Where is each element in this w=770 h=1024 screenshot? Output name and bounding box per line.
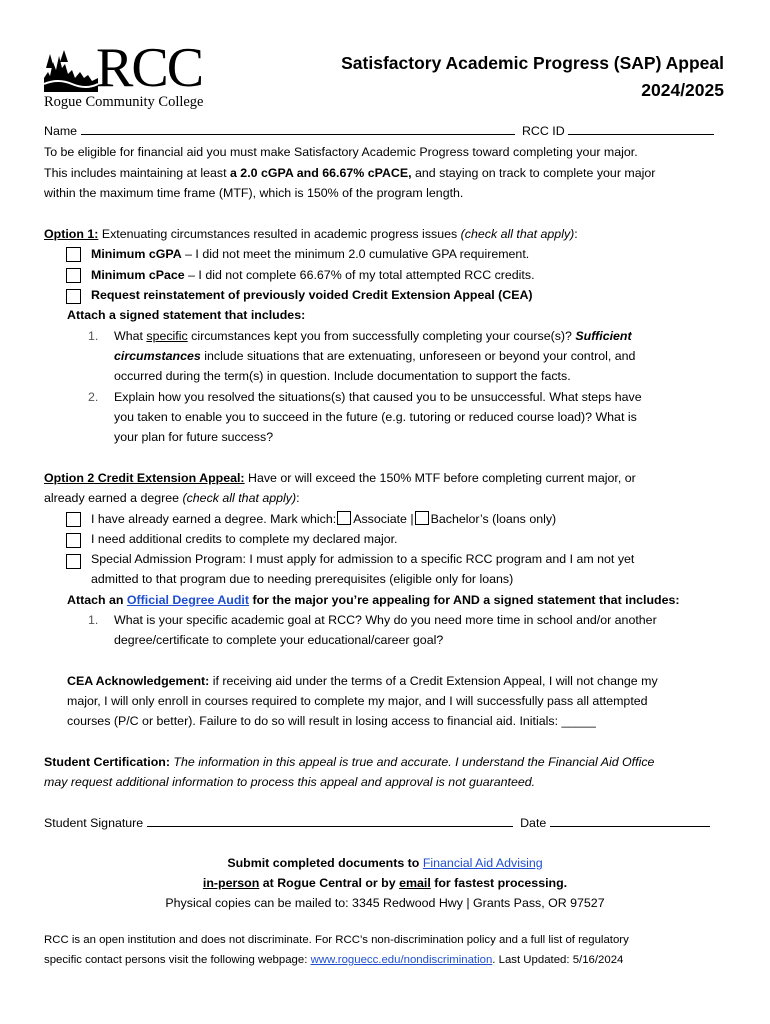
checkbox-earned-degree[interactable] [66, 512, 81, 527]
financial-aid-advising-link[interactable]: Financial Aid Advising [422, 856, 543, 870]
email-link[interactable]: email [399, 876, 431, 890]
signature-field[interactable] [147, 813, 513, 827]
name-label: Name [44, 124, 78, 138]
signature-row [44, 813, 710, 833]
option2-heading-line2: already earned a degree (check all that apply): [44, 491, 300, 505]
checkbox-associate[interactable] [337, 511, 351, 525]
page-title [341, 50, 724, 104]
checkbox-min-cpace[interactable] [66, 268, 81, 283]
option1-question2-line2: you taken to enable you to succeed in the future (e.g. tutoring or reduced course load)? What is [114, 410, 637, 424]
nondiscrimination-link[interactable]: www.roguecc.edu/nondiscrimination [310, 954, 493, 966]
student-certification: Student Certification: The information in this appeal is true and accurate. I understand the Financial Aid Office [44, 755, 655, 769]
submit-line1: Submit completed documents to Financial Aid Advising [227, 856, 543, 870]
logo-wordmark: RCC [96, 37, 203, 99]
date-label: Date [520, 816, 547, 830]
cea-acknowledgement: CEA Acknowledgement: if receiving aid under the terms of a Credit Extension Appeal, I will not change my [67, 674, 658, 688]
intro-line1: To be eligible for financial aid you must make Satisfactory Academic Progress toward completing your major. [44, 145, 638, 159]
option1-item-min-cpace: Minimum cPace – I did not complete 66.67% of my total attempted RCC credits. [91, 268, 535, 282]
rcc-id-field[interactable] [568, 121, 714, 135]
checkbox-reinstatement-cea[interactable] [66, 289, 81, 304]
checkbox-min-cgpa[interactable] [66, 247, 81, 262]
option2-attach: Attach an Official Degree Audit for the major you’re appealing for AND a signed statement that includes: [67, 593, 680, 607]
submit-line2: in-person at Rogue Central or by email for fastest processing. [202, 876, 568, 890]
rcc-logo [44, 37, 214, 114]
option1-question1-line3: occurred during the term(s) in question. Include documentation to support the facts. [114, 369, 571, 383]
option1-question1-line2: circumstances include situations that are extenuating, unforeseen or beyond your control, and [114, 349, 636, 363]
option2-question1-line2: degree/certificate to complete your educational/career goal? [114, 633, 444, 647]
name-row [44, 121, 714, 141]
official-degree-audit-link[interactable]: Official Degree Audit [126, 593, 249, 607]
tree-mountain-icon [44, 48, 98, 92]
title-line1: Satisfactory Academic Progress (SAP) Appeal [341, 53, 724, 73]
date-field[interactable] [550, 813, 710, 827]
logo-college-name: Rogue Community College [44, 94, 204, 110]
rcc-id-label: RCC ID [521, 124, 565, 138]
checkbox-additional-credits[interactable] [66, 533, 81, 548]
option1-item-min-cgpa: Minimum cGPA – I did not meet the minimum 2.0 cumulative GPA requirement. [91, 247, 530, 261]
certification-line2: may request additional information to process this appeal and approval is not guaranteed. [44, 775, 536, 789]
option2-item-special-admission: Special Admission Program: I must apply for admission to a specific RCC program and I am not yet [91, 552, 635, 566]
cea-line3: courses (P/C or better). Failure to do so will result in losing access to financial aid. Initials: _____ [67, 714, 596, 728]
checkbox-special-admission[interactable] [66, 554, 81, 569]
option1-question2-line3: your plan for future success? [114, 430, 274, 444]
option1-heading: Option 1: Extenuating circumstances resulted in academic progress issues (check all that apply): [44, 227, 578, 241]
option1-item-reinstatement: Request reinstatement of previously voided Credit Extension Appeal (CEA) [91, 288, 533, 302]
option1-question2: 2. Explain how you resolved the situations(s) that caused you to be unsuccessful. What steps have [88, 390, 642, 404]
option1-question1: 1. What specific circumstances kept you from successfully completing your course(s)? Sufficient [88, 329, 632, 343]
title-line2: 2024/2025 [641, 80, 724, 100]
option1-attach: Attach a signed statement that includes: [67, 308, 306, 322]
footer-line2: specific contact persons visit the following webpage: www.roguecc.edu/nondiscrimination. Last Updated: 5/16/2024 [44, 954, 624, 966]
option2-heading: Option 2 Credit Extension Appeal: Have or will exceed the 150% MTF before completing current major, or [44, 471, 636, 485]
signature-label: Student Signature [44, 816, 144, 830]
option2-item-special-admission-line2: admitted to that program due to needing prerequisites (eligible only for loans) [91, 572, 514, 586]
option2-item-earned-degree: I have already earned a degree. Mark which: Associate | Bachelor’s (loans only) [91, 512, 557, 526]
cea-line2: major, I will only enroll in courses required to complete my major, and I will successfully pass all attempted [67, 694, 648, 708]
intro-line2: This includes maintaining at least a 2.0 cGPA and 66.67% cPACE, and staying on track to complete your major [44, 166, 656, 180]
option2-item-additional-credits: I need additional credits to complete my declared major. [91, 532, 398, 546]
intro-line3: within the maximum time frame (MTF), which is 150% of the program length. [44, 186, 464, 200]
name-field[interactable] [81, 121, 515, 135]
mailing-address: Physical copies can be mailed to: 3345 Redwood Hwy | Grants Pass, OR 97527 [165, 896, 605, 910]
footer-nondiscrimination: RCC is an open institution and does not discriminate. For RCC’s non-discrimination policy and a full list of regulatory [44, 934, 629, 946]
checkbox-bachelors[interactable] [415, 511, 429, 525]
option2-question1: 1. What is your specific academic goal at RCC? Why do you need more time in school and/or another [88, 613, 657, 627]
